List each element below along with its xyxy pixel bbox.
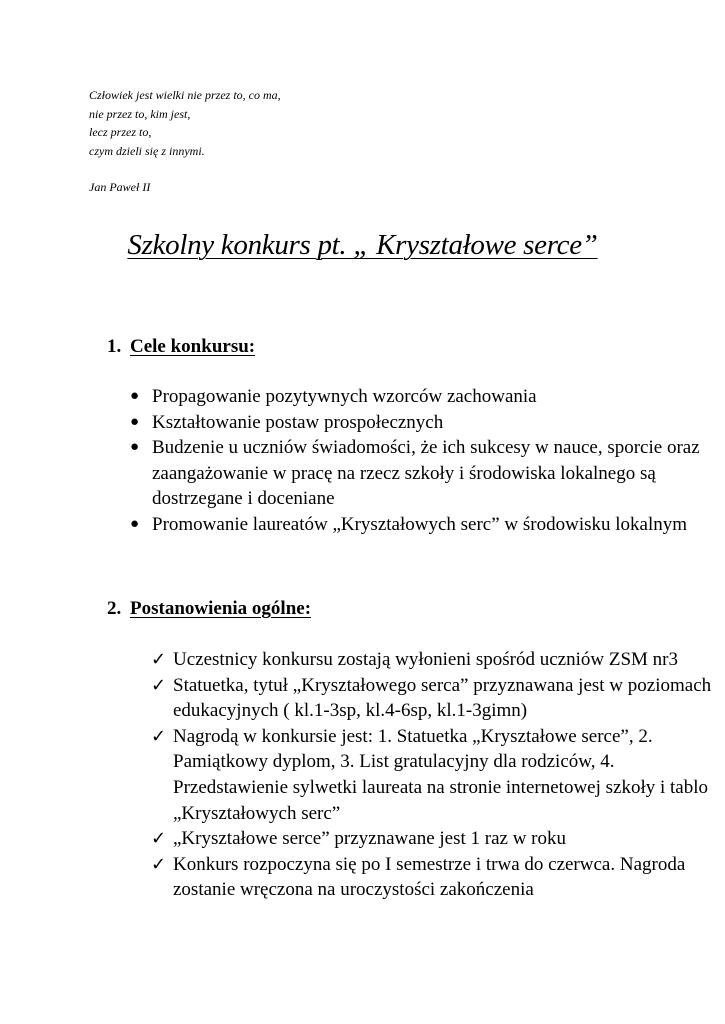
section-title: Postanowienia ogólne: bbox=[130, 598, 312, 619]
rules-list bbox=[151, 647, 718, 903]
checkmark-icon: ✓ bbox=[151, 853, 167, 875]
list-item: ● Budzenie u uczniów świadomości, że ich sukcesy w nauce, sporcie oraz zaangażowanie w pracę na rzecz szkoły i środowiska lokalnego są dostrzegane i doceniane bbox=[130, 437, 700, 510]
epigraph-line: nie przez to, kim jest, bbox=[89, 106, 191, 121]
list-item: ✓ Nagrodą w konkursie jest: 1. Statuetka „Kryształowe serce”, 2. Pamiątkowy dyplom, 3. List gratulacyjny dla rodziców, 4. Przedstawienie sylwetki laureata na stronie internetowej szkoły i tablo „Kryształowych serc” bbox=[151, 725, 708, 824]
section-number: 1. bbox=[107, 336, 122, 357]
bullet-dot-icon: ● bbox=[130, 439, 140, 456]
document-title: Szkolny konkurs pt. „ Kryształowe serce” bbox=[127, 229, 598, 261]
section-number: 2. bbox=[107, 598, 122, 619]
checkmark-icon: ✓ bbox=[151, 674, 167, 696]
section-heading-goals bbox=[107, 336, 255, 358]
list-item: ✓ „Kryształowe serce” przyznawane jest 1 raz w roku bbox=[173, 826, 718, 852]
goals-list bbox=[130, 384, 712, 538]
list-item: ✓ Uczestnicy konkursu zostają wyłonieni spośród uczniów ZSM nr3 bbox=[173, 647, 718, 673]
list-item: ✓ Statuetka, tytuł „Kryształowego serca” przyznawana jest w poziomach edukacyjnych ( kl.1-3sp, kl.4-6sp, kl.1-3gimn) bbox=[151, 674, 712, 722]
epigraph-author: Jan Paweł II bbox=[89, 180, 151, 194]
section-heading-general-rules bbox=[107, 598, 311, 620]
list-item: ● Kształtowanie postaw prospołecznych bbox=[152, 410, 712, 436]
checkmark-icon: ✓ bbox=[151, 725, 167, 747]
bullet-dot-icon: ● bbox=[130, 515, 140, 532]
epigraph-line: lecz przez to, bbox=[89, 125, 152, 139]
checkmark-icon: ✓ bbox=[151, 649, 167, 670]
list-item: ✓ Konkurs rozpoczyna się po I semestrze i trwa do czerwca. Nagroda zostanie wręczona na uroczystości zakończenia bbox=[151, 853, 686, 901]
epigraph-line: Człowiek jest wielki nie przez to, co ma, bbox=[89, 88, 281, 102]
epigraph-line: czym dzieli się z innymi. bbox=[89, 143, 205, 158]
bullet-dot-icon: ● bbox=[130, 413, 140, 430]
list-item: ● Propagowanie pozytywnych wzorców zachowania bbox=[152, 384, 712, 410]
list-item: ● Promowanie laureatów „Kryształowych serc” w środowisku lokalnym bbox=[152, 512, 712, 538]
bullet-dot-icon: ● bbox=[130, 388, 140, 404]
section-title: Cele konkursu: bbox=[130, 336, 256, 357]
checkmark-icon: ✓ bbox=[151, 828, 167, 850]
epigraph-quote bbox=[89, 86, 281, 197]
